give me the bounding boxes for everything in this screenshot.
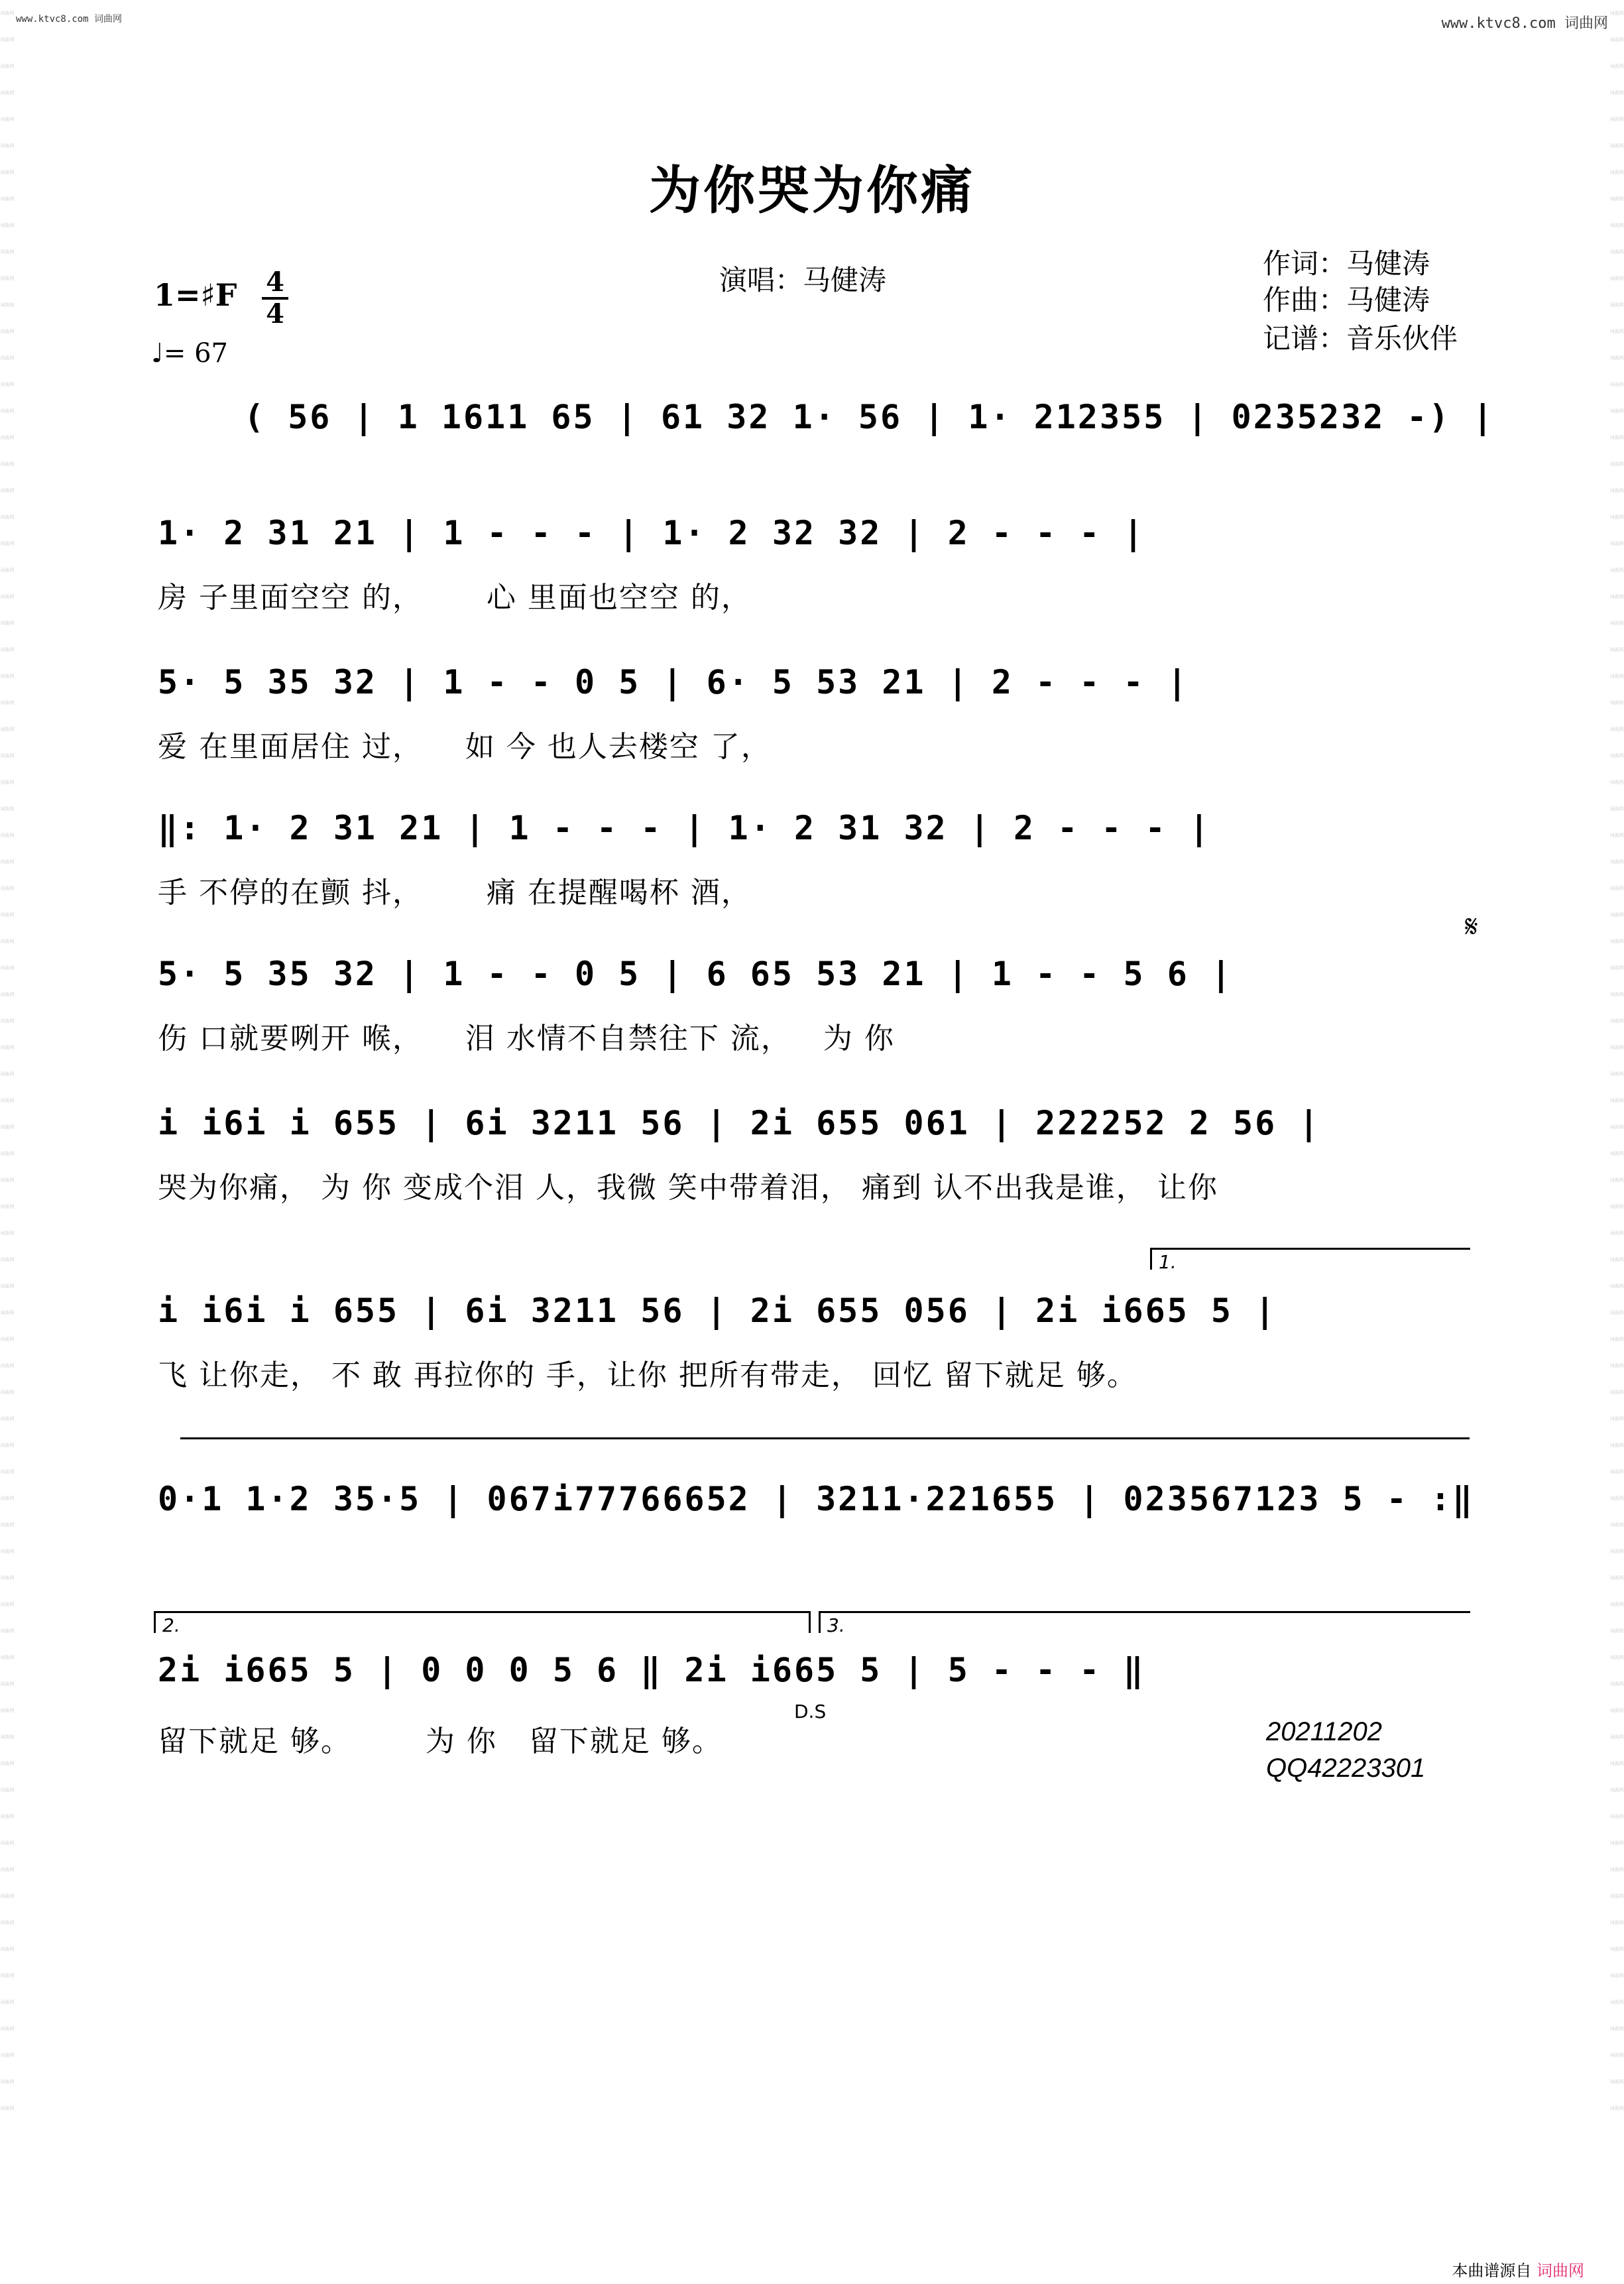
side-watermark-text: 词曲网	[0, 700, 15, 705]
side-watermark-text: 词曲网	[1609, 886, 1624, 891]
side-watermark-text: 词曲网	[1609, 912, 1624, 918]
side-watermark-text: 词曲网	[0, 1602, 15, 1607]
side-watermark-text: 词曲网	[0, 117, 15, 122]
side-watermark-text: 词曲网	[0, 1469, 15, 1474]
lyrics-row-4: 伤 口就要咧开 喉， 泪 水情不自禁往下 流， 为 你	[158, 1022, 895, 1055]
side-watermark-text: 词曲网	[0, 461, 15, 467]
side-watermark-text: 词曲网	[1609, 1814, 1624, 1819]
side-watermark-text: 词曲网	[0, 1655, 15, 1660]
side-watermark-text: 词曲网	[1609, 143, 1624, 149]
side-watermark-text: 词曲网	[1609, 700, 1624, 705]
side-watermark-text: 词曲网	[1609, 621, 1624, 626]
side-watermark-text: 词曲网	[0, 992, 15, 997]
volta-1-label: 1.	[1159, 1251, 1177, 1273]
side-watermark-text: 词曲网	[0, 753, 15, 758]
side-watermark-text: 词曲网	[1609, 833, 1624, 838]
side-watermark-text: 词曲网	[0, 1310, 15, 1315]
lyricist-credit: 作词：马健涛	[1263, 247, 1430, 280]
side-watermark-text: 词曲网	[1609, 1522, 1624, 1528]
side-watermark-text: 词曲网	[1609, 1071, 1624, 1077]
side-watermark-text: 词曲网	[0, 727, 15, 732]
side-watermark-text: 词曲网	[1609, 727, 1624, 732]
top-left-url: www.ktvc8.com 词曲网	[16, 14, 123, 25]
side-watermark-text: 词曲网	[0, 674, 15, 679]
side-watermark-text: 词曲网	[0, 1416, 15, 1421]
side-watermark-text: 词曲网	[0, 1045, 15, 1050]
staff-row-4	[158, 955, 1482, 1054]
side-watermark-text: 词曲网	[0, 1496, 15, 1501]
ds-marking: D.S	[794, 1701, 827, 1722]
side-watermark-text: 词曲网	[1609, 594, 1624, 599]
side-watermark-text: 词曲网	[1609, 1628, 1624, 1634]
side-watermark-text: 词曲网	[0, 541, 15, 546]
side-watermark-text: 词曲网	[1609, 1549, 1624, 1554]
tempo-marking: ♩= 67	[151, 338, 228, 369]
side-watermark-text: 词曲网	[1609, 1920, 1624, 1925]
side-watermark-text: 词曲网	[1609, 249, 1624, 255]
side-watermark-text: 词曲网	[1609, 2000, 1624, 2005]
lyrics-row-2: 爱 在里面居住 过， 如 今 也人去楼空 了，	[158, 730, 772, 764]
time-bottom: 4	[262, 297, 288, 329]
side-watermark-text: 词曲网	[0, 1893, 15, 1899]
side-watermark-text: 词曲网	[1609, 753, 1624, 758]
side-watermark-text: 词曲网	[0, 1708, 15, 1713]
side-watermark-text: 词曲网	[0, 11, 15, 16]
side-watermark-text: 词曲网	[0, 1549, 15, 1554]
side-watermark-text: 词曲网	[1609, 674, 1624, 679]
side-watermark-text: 词曲网	[0, 249, 15, 255]
side-watermark-text: 词曲网	[1609, 1602, 1624, 1607]
side-watermark-text: 词曲网	[0, 223, 15, 228]
notes-row-8: 2i i665 5 | 0 0 0 5 6 ‖ 2i i665 5 | 5 - - - ‖	[158, 1651, 1145, 1689]
side-watermark-text: 词曲网	[0, 806, 15, 811]
side-watermark-text: 词曲网	[1609, 1416, 1624, 1421]
side-watermark-text: 词曲网	[1609, 1124, 1624, 1130]
notes-row-3: ‖: 1· 2 31 21 | 1 - - - | 1· 2 31 32 | 2 - - - |	[158, 809, 1211, 847]
side-watermark-text: 词曲网	[1609, 1363, 1624, 1368]
side-watermark-text: 词曲网	[1609, 806, 1624, 811]
footer-brand-link[interactable]: 词曲网	[1537, 2261, 1584, 2280]
side-watermark-text: 词曲网	[0, 1920, 15, 1925]
side-watermark-text: 词曲网	[0, 1840, 15, 1846]
side-watermark-text: 词曲网	[1609, 488, 1624, 493]
side-watermark-text: 词曲网	[0, 965, 15, 971]
volta-2-label: 2.	[162, 1614, 180, 1636]
side-watermark-text: 词曲网	[1609, 1018, 1624, 1024]
staff-row-0	[158, 398, 1495, 451]
date-note: 20211202	[1266, 1717, 1382, 1746]
side-watermark-text: 词曲网	[0, 276, 15, 281]
side-watermark-text: 词曲网	[1609, 1867, 1624, 1872]
side-watermark-text: 词曲网	[1609, 382, 1624, 387]
side-watermark-text: 词曲网	[0, 488, 15, 493]
side-watermark-text: 词曲网	[1609, 1284, 1624, 1289]
side-watermark-text: 词曲网	[1609, 435, 1624, 440]
notes-row-4: 5· 5 35 32 | 1 - - 0 5 | 6 65 53 21 | 1 - - 5 6 |	[158, 955, 1234, 993]
side-watermark-text: 词曲网	[1609, 1496, 1624, 1501]
side-watermark-text: 词曲网	[0, 1867, 15, 1872]
side-watermark-text: 词曲网	[0, 1071, 15, 1077]
side-watermark-text: 词曲网	[1609, 965, 1624, 971]
notes-row-0: ( 56 | 1 1611 65 | 61 32 1· 56 | 1· 212355 | 0235232 -) |	[244, 398, 1495, 436]
side-watermark-text: 词曲网	[0, 2026, 15, 2031]
repeat-span-line	[180, 1437, 1470, 1439]
staff-row-3	[158, 809, 1482, 908]
side-watermark-text: 词曲网	[1609, 355, 1624, 361]
side-watermark-text: 词曲网	[0, 1124, 15, 1130]
side-watermark-text: 词曲网	[0, 2079, 15, 2084]
side-watermark-text: 词曲网	[1609, 1310, 1624, 1315]
notes-row-6: i i6i i 655 | 6i 3211 56 | 2i 655 056 | 2i i665 5 |	[158, 1292, 1277, 1330]
volta-3-label: 3.	[827, 1614, 845, 1636]
side-watermark-text: 词曲网	[1609, 1177, 1624, 1183]
staff-row-1	[158, 514, 1482, 613]
time-signature	[262, 268, 288, 329]
side-watermark-text: 词曲网	[1609, 90, 1624, 95]
side-watermark-text: 词曲网	[0, 1734, 15, 1740]
side-watermark-text: 词曲网	[1609, 1840, 1624, 1846]
side-watermark-text: 词曲网	[1609, 1045, 1624, 1050]
side-watermark-text: 词曲网	[0, 37, 15, 42]
side-watermark-text: 词曲网	[0, 1018, 15, 1024]
side-watermark-text: 词曲网	[1609, 2079, 1624, 2084]
side-watermark-text: 词曲网	[0, 568, 15, 573]
side-watermark-text: 词曲网	[0, 1151, 15, 1156]
notes-row-1: 1· 2 31 21 | 1 - - - | 1· 2 32 32 | 2 - - - |	[158, 514, 1145, 552]
side-watermark-text: 词曲网	[0, 939, 15, 944]
side-watermark-text: 词曲网	[1609, 647, 1624, 652]
side-watermark-text: 词曲网	[0, 1390, 15, 1395]
notes-row-2: 5· 5 35 32 | 1 - - 0 5 | 6· 5 53 21 | 2 - - - |	[158, 663, 1189, 701]
score-title: 为你哭为你痛	[648, 161, 975, 221]
side-watermark-text: 词曲网	[0, 1761, 15, 1766]
side-watermark-text: 词曲网	[1609, 1893, 1624, 1899]
side-watermark-text: 词曲网	[0, 170, 15, 175]
side-watermark-text: 词曲网	[1609, 1231, 1624, 1236]
transcriber-credit: 记谱：音乐伙伴	[1263, 322, 1458, 355]
side-watermark-text: 词曲网	[0, 1231, 15, 1236]
side-watermark-text: 词曲网	[0, 886, 15, 891]
lyrics-row-6: 飞 让你走， 不 敢 再拉你的 手，让你 把所有带走， 回忆 留下就足 够。	[158, 1358, 1137, 1392]
side-watermark-text: 词曲网	[0, 64, 15, 69]
side-watermark-text: 词曲网	[1609, 1575, 1624, 1581]
side-watermark-text: 词曲网	[0, 2053, 15, 2058]
staff-row-2	[158, 663, 1482, 762]
segno-sign: 𝄋	[1465, 908, 1478, 944]
side-watermark-text: 词曲网	[1609, 2106, 1624, 2111]
side-watermark-text: 词曲网	[0, 1337, 15, 1342]
side-watermark-text: 词曲网	[1609, 568, 1624, 573]
side-watermark-text: 词曲网	[1609, 1947, 1624, 1952]
side-watermark-text: 词曲网	[0, 382, 15, 387]
side-watermark-text: 词曲网	[0, 780, 15, 785]
notes-row-5: i i6i i 655 | 6i 3211 56 | 2i 655 061 | 222252 2 56 |	[158, 1104, 1321, 1142]
side-watermark-text: 词曲网	[1609, 2026, 1624, 2031]
side-watermark-text: 词曲网	[0, 1177, 15, 1183]
lyrics-row-5: 哭为你痛， 为 你 变成个泪 人，我微 笑中带着泪， 痛到 认不出我是谁， 让你	[158, 1171, 1218, 1205]
side-watermark-text: 词曲网	[1609, 276, 1624, 281]
side-watermark-text: 词曲网	[1609, 1098, 1624, 1103]
staff-row-7	[158, 1480, 1482, 1539]
side-watermark-text: 词曲网	[0, 1284, 15, 1289]
side-watermark-text: 词曲网	[1609, 329, 1624, 334]
side-watermark-text: 词曲网	[1609, 992, 1624, 997]
side-watermark-text: 词曲网	[1609, 1761, 1624, 1766]
lyrics-row-1: 房 子里面空空 的， 心 里面也空空 的，	[158, 581, 752, 615]
side-watermark-text: 词曲网	[0, 594, 15, 599]
side-watermark-text: 词曲网	[0, 859, 15, 865]
side-watermark-text: 词曲网	[0, 514, 15, 520]
side-watermark-text: 词曲网	[0, 1204, 15, 1209]
side-watermark-text: 词曲网	[1609, 1681, 1624, 1687]
side-watermark-text: 词曲网	[1609, 514, 1624, 520]
side-watermark-text: 词曲网	[1609, 1390, 1624, 1395]
side-watermark-text: 词曲网	[0, 2000, 15, 2005]
side-watermark-text: 词曲网	[1609, 1204, 1624, 1209]
side-watermark-text: 词曲网	[1609, 780, 1624, 785]
side-watermark-text: 词曲网	[0, 302, 15, 308]
staff-row-5	[158, 1104, 1482, 1203]
side-watermark-text: 词曲网	[1609, 1734, 1624, 1740]
side-watermark-text: 词曲网	[1609, 302, 1624, 308]
side-watermark-text: 词曲网	[0, 1098, 15, 1103]
notes-row-7: 0·1 1·2 35·5 | 067i77766652 | 3211·221655 | 023567123 5 - :‖	[158, 1480, 1475, 1518]
side-watermark-text: 词曲网	[0, 1787, 15, 1793]
footer-text: 本曲谱源自	[1452, 2261, 1532, 2280]
side-watermark-text: 词曲网	[1609, 170, 1624, 175]
side-watermark-text: 词曲网	[0, 90, 15, 95]
side-watermark-text: 词曲网	[0, 1443, 15, 1448]
left-watermark-strip	[0, 0, 15, 2284]
side-watermark-text: 词曲网	[0, 435, 15, 440]
side-watermark-text: 词曲网	[1609, 37, 1624, 42]
volta-bracket-1	[1150, 1248, 1470, 1273]
side-watermark-text: 词曲网	[1609, 1655, 1624, 1660]
singer-credit: 演唱：马健涛	[719, 264, 887, 296]
side-watermark-text: 词曲网	[1609, 1443, 1624, 1448]
side-watermark-text: 词曲网	[1609, 1973, 1624, 1978]
side-watermark-text: 词曲网	[1609, 223, 1624, 228]
footer-source	[1452, 2257, 1584, 2281]
composer-credit: 作曲：马健涛	[1263, 284, 1430, 316]
key-signature: 1=♯F	[154, 277, 237, 313]
side-watermark-text: 词曲网	[0, 1973, 15, 1978]
side-watermark-text: 词曲网	[0, 621, 15, 626]
lyrics-row-8: 留下就足 够。 为 你 留下就足 够。	[158, 1724, 723, 1758]
staff-row-6	[158, 1292, 1482, 1391]
side-watermark-text: 词曲网	[0, 833, 15, 838]
side-watermark-text: 词曲网	[0, 1628, 15, 1634]
time-top: 4	[266, 267, 284, 298]
side-watermark-text: 词曲网	[1609, 408, 1624, 414]
side-watermark-text: 词曲网	[1609, 1469, 1624, 1474]
side-watermark-text: 词曲网	[0, 647, 15, 652]
side-watermark-text: 词曲网	[0, 1814, 15, 1819]
right-watermark-strip	[1609, 0, 1624, 2284]
volta-bracket-3	[819, 1611, 1470, 1636]
top-right-url: www.ktvc8.com 词曲网	[1441, 15, 1608, 32]
side-watermark-text: 词曲网	[1609, 11, 1624, 16]
side-watermark-text: 词曲网	[1609, 117, 1624, 122]
volta-bracket-2	[154, 1611, 811, 1636]
side-watermark-text: 词曲网	[1609, 939, 1624, 944]
side-watermark-text: 词曲网	[0, 1681, 15, 1687]
side-watermark-text: 词曲网	[1609, 196, 1624, 202]
side-watermark-text: 词曲网	[1609, 1787, 1624, 1793]
lyrics-row-3: 手 不停的在颤 抖， 痛 在提醒喝杯 酒，	[158, 876, 752, 910]
side-watermark-text: 词曲网	[1609, 859, 1624, 865]
side-watermark-text: 词曲网	[0, 1522, 15, 1528]
side-watermark-text: 词曲网	[0, 1363, 15, 1368]
side-watermark-text: 词曲网	[1609, 1708, 1624, 1713]
qq-note: QQ42223301	[1266, 1754, 1426, 1783]
side-watermark-text: 词曲网	[0, 329, 15, 334]
side-watermark-text: 词曲网	[1609, 2053, 1624, 2058]
side-watermark-text: 词曲网	[0, 1947, 15, 1952]
side-watermark-text: 词曲网	[1609, 1337, 1624, 1342]
side-watermark-text: 词曲网	[0, 408, 15, 414]
side-watermark-text: 词曲网	[0, 2106, 15, 2111]
side-watermark-text: 词曲网	[0, 355, 15, 361]
side-watermark-text: 词曲网	[0, 1257, 15, 1262]
side-watermark-text: 词曲网	[0, 196, 15, 202]
side-watermark-text: 词曲网	[1609, 461, 1624, 467]
side-watermark-text: 词曲网	[1609, 64, 1624, 69]
side-watermark-text: 词曲网	[0, 143, 15, 149]
side-watermark-text: 词曲网	[1609, 1151, 1624, 1156]
side-watermark-text: 词曲网	[0, 912, 15, 918]
side-watermark-text: 词曲网	[0, 1575, 15, 1581]
side-watermark-text: 词曲网	[1609, 541, 1624, 546]
side-watermark-text: 词曲网	[1609, 1257, 1624, 1262]
